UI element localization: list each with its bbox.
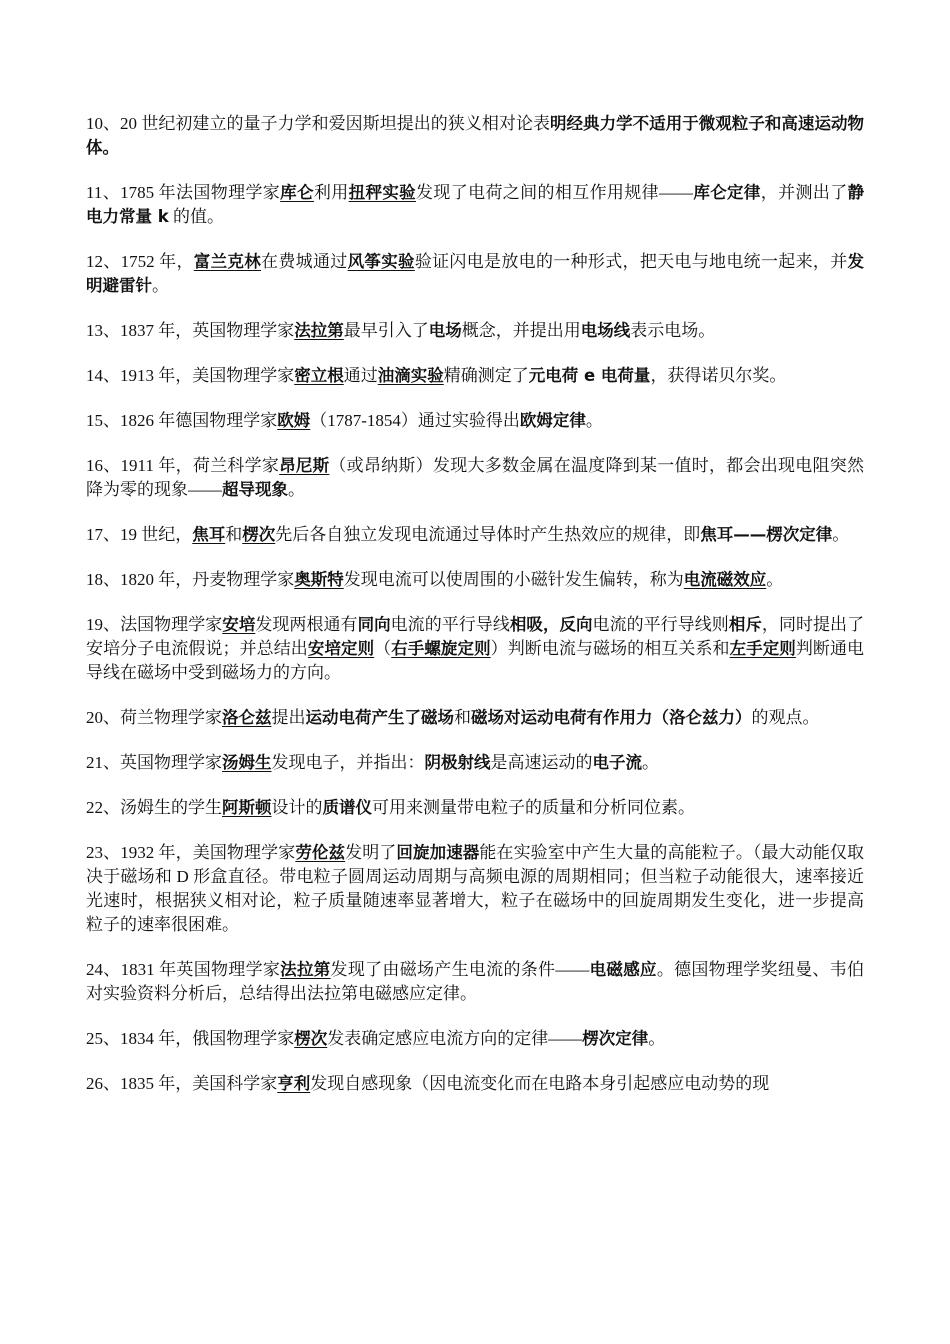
body-text: 精确测定了 [443, 366, 529, 385]
body-text: （或昂纳斯）发现大多数金属在温度降到某一值时，都会出现电阻突然降为零的现象—— [86, 456, 865, 499]
body-text: 提出 [271, 708, 306, 727]
body-text: （ [374, 639, 392, 658]
list-item [86, 958, 864, 1006]
body-text: 。 [648, 1029, 666, 1048]
body-text: 22、汤姆生的学生 [86, 798, 222, 817]
body-text: 21、英国物理学家 [86, 753, 222, 772]
body-text: 和 [225, 525, 243, 544]
key-term: 电流磁效应 [683, 570, 767, 589]
list-item [86, 409, 864, 433]
body-text: 判断通电导线在磁场中受到磁场力的方向。 [86, 639, 865, 682]
body-text: 发明了 [345, 843, 397, 862]
list-item [86, 181, 864, 229]
list-item [86, 841, 864, 937]
emphasis-text: 静电力常量 k [86, 183, 865, 226]
key-term: 安培定则 [307, 639, 375, 658]
body-text: 设计的 [271, 798, 323, 817]
body-text: 12、1752 年， [86, 252, 194, 271]
key-term: 亨利 [277, 1074, 311, 1093]
body-text: 14、1913 年，美国物理学家 [86, 366, 295, 385]
emphasis-text: 超导现象 [222, 480, 288, 499]
list-item [86, 751, 864, 775]
emphasis-text: 同向 [357, 615, 391, 634]
key-term: 法拉第 [280, 960, 331, 979]
body-text: 16、1911 年，荷兰科学家 [86, 456, 280, 475]
body-text: 发表确定感应电流方向的定律—— [327, 1029, 583, 1048]
emphasis-text: 回旋加速器 [396, 843, 480, 862]
list-item [86, 706, 864, 730]
body-text: 能在实验室中产生大量的高能粒子。（最大动能仅取决于磁场和 D 形盒直径。带电粒子圆周运动周期与高频电源的周期相同；但当粒子动能很大，速率接近光速时，根据狭义相对论，粒子质量随速率显著增大，粒子在磁场中的回旋周期发生变化，进一步提高粒子的速率很困难。 [86, 843, 865, 934]
key-term: 汤姆生 [222, 753, 272, 772]
key-term: 焦耳 [192, 525, 226, 544]
list-item [86, 1072, 864, 1096]
body-text: 可用来测量带电粒子的质量和分析同位素。 [372, 798, 695, 817]
body-text: ，获得诺贝尔奖。 [650, 366, 787, 385]
body-text: 电流的平行导线 [390, 615, 510, 634]
body-text: 。 [585, 411, 603, 430]
body-text: 表示电场。 [630, 321, 716, 340]
body-text: 通过 [343, 366, 378, 385]
body-text: 。 [766, 570, 784, 589]
body-text: ，同时提出了安培分子电流假说；并总结出 [86, 615, 865, 658]
list-item [86, 319, 864, 343]
key-term: 左手定则 [729, 639, 796, 658]
list-item [86, 112, 864, 160]
emphasis-text: 质谱仪 [322, 798, 372, 817]
key-term: 扭秤实验 [348, 183, 417, 202]
emphasis-text: 元电荷 e 电荷量 [528, 366, 651, 385]
emphasis-text: 焦耳——楞次定律 [700, 525, 833, 544]
list-item [86, 613, 864, 685]
body-text: 10、20 世纪初建立的量子力学和爱因斯坦提出的狭义相对论表 [86, 114, 550, 133]
key-term: 楞次 [294, 1029, 328, 1048]
body-text: 。德国物理学奖纽曼、韦伯对实验资料分析后，总结得出法拉第电磁感应定律。 [86, 960, 865, 1003]
emphasis-text: 欧姆定律 [519, 411, 586, 430]
emphasis-text: 磁场对运动电荷有作用力（洛仑兹力） [471, 708, 752, 727]
body-text: 17、19 世纪， [86, 525, 193, 544]
body-text: 最早引入了 [343, 321, 429, 340]
body-text: 的值。 [168, 207, 224, 226]
body-text: 11、1785 年法国物理学家 [86, 183, 281, 202]
emphasis-text: 库仑定律 [693, 183, 761, 202]
emphasis-text: 楞次定律 [582, 1029, 649, 1048]
body-text: 26、1835 年，美国科学家 [86, 1074, 278, 1093]
emphasis-text: 电场线 [580, 321, 631, 340]
emphasis-text: 电场 [428, 321, 462, 340]
body-text: 13、1837 年，英国物理学家 [86, 321, 295, 340]
list-item [86, 454, 864, 502]
emphasis-text: 运动电荷产生了磁场 [305, 708, 454, 727]
list-item [86, 568, 864, 592]
body-text: 24、1831 年英国物理学家 [86, 960, 281, 979]
body-text: 是高速运动的 [490, 753, 593, 772]
list-item [86, 250, 864, 298]
body-text: 发现两根通有 [255, 615, 358, 634]
key-term: 奥斯特 [294, 570, 344, 589]
key-term: 楞次 [242, 525, 276, 544]
key-term: 富兰克林 [193, 252, 262, 271]
emphasis-text: 发明避雷针 [86, 252, 865, 295]
body-text: 15、1826 年德国物理学家 [86, 411, 278, 430]
body-text: 概念，并提出用 [461, 321, 581, 340]
key-term: 劳伦兹 [295, 843, 346, 862]
body-text: ）判断电流与磁场的相互关系和 [490, 639, 730, 658]
key-term: 油滴实验 [377, 366, 444, 385]
body-text: 验证闪电是放电的一种形式，把天电与地电统一起来，并 [414, 252, 848, 271]
body-text: 在费城通过 [261, 252, 348, 271]
body-text: 电流的平行导线则 [592, 615, 729, 634]
body-text: 的观点。 [751, 708, 820, 727]
key-term: 昂尼斯 [279, 456, 330, 475]
emphasis-text: 电磁感应 [589, 960, 657, 979]
key-term: 密立根 [294, 366, 344, 385]
key-term: 右手螺旋定则 [391, 639, 491, 658]
key-term: 法拉第 [294, 321, 344, 340]
body-text: 发现了电荷之间的相互作用规律—— [416, 183, 693, 202]
body-text: 20、荷兰物理学家 [86, 708, 222, 727]
body-text: 和 [454, 708, 471, 727]
emphasis-text: 明经典力学不适用于微观粒子和高速运动物体。 [86, 114, 865, 157]
body-text: 发现了由磁场产生电流的条件—— [330, 960, 590, 979]
emphasis-text: 阴极射线 [424, 753, 491, 772]
body-text: （1787-1854）通过实验得出 [310, 411, 520, 430]
body-text: 发现自感现象（因电流变化而在电路本身引起感应电动势的现 [310, 1074, 770, 1093]
body-text: 19、法国物理学家 [86, 615, 223, 634]
key-term: 安培 [222, 615, 256, 634]
body-text: 先后各自独立发现电流通过导体时产生热效应的规律，即 [275, 525, 701, 544]
key-term: 阿斯顿 [222, 798, 272, 817]
key-term: 库仑 [280, 183, 314, 202]
list-item [86, 523, 864, 547]
body-text: 。 [288, 480, 305, 499]
body-text: 发现电流可以使周围的小磁针发生偏转，称为 [343, 570, 684, 589]
body-text: 。 [152, 276, 169, 295]
body-text: 利用 [313, 183, 349, 202]
key-term: 风筝实验 [347, 252, 415, 271]
key-term: 欧姆 [277, 411, 311, 430]
document-page [86, 112, 864, 1117]
list-item [86, 796, 864, 820]
body-text: 23、1932 年，美国物理学家 [86, 843, 296, 862]
list-item [86, 1027, 864, 1051]
body-text: 发现电子，并指出： [271, 753, 425, 772]
emphasis-text: 电子流 [592, 753, 642, 772]
emphasis-text: 相吸，反向 [509, 615, 593, 634]
body-text: 。 [832, 525, 850, 544]
body-text: 。 [642, 753, 659, 772]
body-text: 18、1820 年，丹麦物理学家 [86, 570, 295, 589]
key-term: 洛仑兹 [222, 708, 272, 727]
body-text: 25、1834 年，俄国物理学家 [86, 1029, 295, 1048]
body-text: ，并测出了 [760, 183, 848, 202]
list-item [86, 364, 864, 388]
emphasis-text: 相斥 [728, 615, 762, 634]
